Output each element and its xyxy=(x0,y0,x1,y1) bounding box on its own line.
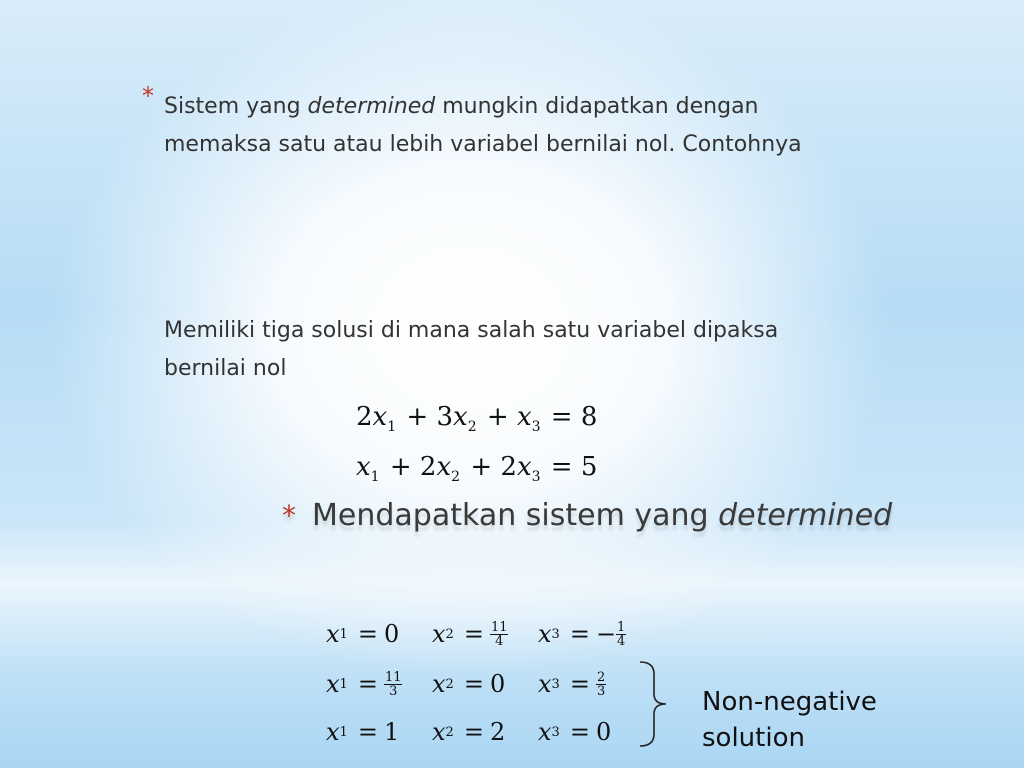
sol2-x3-equals: = xyxy=(569,670,590,698)
solution-row-1 xyxy=(326,614,644,654)
sol2-x3-var: x xyxy=(538,670,552,698)
sol3-x2-equals: = xyxy=(463,718,484,746)
eq1-op-2: + xyxy=(486,402,509,432)
sol3-x3-sub: 3 xyxy=(551,724,560,740)
sol1-x3 xyxy=(538,620,644,648)
sol1-x3-var: x xyxy=(538,620,552,648)
eq1-op-1: + xyxy=(406,402,429,432)
sol2-x1-den: 3 xyxy=(389,683,398,699)
title-star-icon: * xyxy=(282,499,296,532)
eq1-coef-1: 2 xyxy=(356,402,373,432)
eq2-var-1: x xyxy=(356,452,371,482)
curly-brace-icon xyxy=(636,660,676,748)
sol3-x3-var: x xyxy=(538,718,552,746)
sol1-x2-var: x xyxy=(432,620,446,648)
sol1-x3-sub: 3 xyxy=(551,626,560,642)
sol1-x2-equals: = xyxy=(463,620,484,648)
sol1-x2-num: 11 xyxy=(490,619,508,635)
sol2-x3-den: 3 xyxy=(596,683,606,699)
sol2-x2-val: 0 xyxy=(489,670,506,698)
eq2-sub-1: 1 xyxy=(370,469,380,485)
paragraph-intro xyxy=(164,88,814,164)
eq2-sub-2: 2 xyxy=(451,469,461,485)
eq1-sub-2: 2 xyxy=(467,419,477,435)
non-negative-note xyxy=(702,684,877,756)
equation-2 xyxy=(356,454,597,484)
sol1-x3-den: 4 xyxy=(617,633,626,649)
sol1-x2 xyxy=(432,620,538,648)
note-line-2: solution xyxy=(702,723,805,753)
eq1-equals: = xyxy=(550,402,573,432)
sol2-x3-sub: 3 xyxy=(551,676,560,692)
sol1-x3-num: 1 xyxy=(617,619,626,635)
sol3-x3-val: 0 xyxy=(595,718,612,746)
sol3-x1-var: x xyxy=(326,718,340,746)
sol3-x3 xyxy=(538,718,644,746)
note-line-1: Non-negative xyxy=(702,687,877,717)
sol1-x3-frac xyxy=(616,621,626,648)
sol2-x1 xyxy=(326,670,432,698)
sol2-x2 xyxy=(432,670,538,698)
eq2-rhs: 5 xyxy=(580,452,598,482)
sol3-x2-sub: 2 xyxy=(445,724,454,740)
eq1-var-1: x xyxy=(372,402,388,432)
eq1-sub-1: 1 xyxy=(387,419,397,435)
sol1-x3-equals: = xyxy=(569,620,590,648)
paragraph-explanation: Memiliki tiga solusi di mana salah satu variabel dipaksa bernilai nol xyxy=(164,318,779,381)
sol3-x1-equals: = xyxy=(357,718,378,746)
sol1-x1-val: 0 xyxy=(383,620,400,648)
eq1-var-2: x xyxy=(453,402,468,432)
sol2-x2-var: x xyxy=(432,670,446,698)
sol2-x3-num: 2 xyxy=(596,669,606,685)
sol3-x2-var: x xyxy=(432,718,446,746)
sol1-x1-equals: = xyxy=(357,620,378,648)
solution-row-3 xyxy=(326,712,644,752)
sol2-x3-frac xyxy=(596,671,606,698)
eq1-var-3: x xyxy=(516,402,532,432)
sol3-x1-val: 1 xyxy=(383,718,400,746)
sol1-x1 xyxy=(326,620,432,648)
bullet-star-icon: * xyxy=(142,82,154,110)
sol2-x2-sub: 2 xyxy=(445,676,454,692)
eq1-sub-3: 3 xyxy=(531,419,541,435)
eq2-var-3: x xyxy=(516,452,532,482)
sol3-x2-val: 2 xyxy=(489,718,506,746)
sol1-x2-frac xyxy=(490,621,509,648)
title-em: determined xyxy=(718,498,893,533)
sol1-x2-sub: 2 xyxy=(445,626,454,642)
para1-post: mungkin didapatkan dengan memaksa satu atau lebih variabel bernilai nol. Contohnya xyxy=(164,94,802,157)
sol1-x2-den: 4 xyxy=(495,633,504,649)
sol2-x1-num: 11 xyxy=(384,669,402,685)
eq2-var-2: x xyxy=(436,452,452,482)
eq2-coef-3: 2 xyxy=(500,452,517,482)
eq2-equals: = xyxy=(550,452,573,482)
eq2-sub-3: 3 xyxy=(531,469,541,485)
sol3-x3-equals: = xyxy=(569,718,590,746)
eq2-coef-2: 2 xyxy=(419,452,437,482)
eq1-coef-2: 3 xyxy=(436,402,454,432)
sol3-x1-sub: 1 xyxy=(339,724,348,740)
sol3-x2 xyxy=(432,718,538,746)
sol2-x3 xyxy=(538,670,644,698)
sol2-x1-var: x xyxy=(326,670,340,698)
sol1-x3-sign: − xyxy=(595,620,617,648)
sol2-x1-equals: = xyxy=(357,670,378,698)
eq1-rhs: 8 xyxy=(580,402,598,432)
slide-title xyxy=(282,498,892,533)
sol2-x2-equals: = xyxy=(463,670,484,698)
para1-pre: Sistem yang xyxy=(164,94,308,119)
sol2-x1-sub: 1 xyxy=(339,676,348,692)
sol1-x1-sub: 1 xyxy=(339,626,348,642)
sol1-x1-var: x xyxy=(326,620,340,648)
title-pre: Mendapatkan sistem yang xyxy=(312,498,719,533)
eq2-op-1: + xyxy=(389,452,412,482)
para1-em: determined xyxy=(307,94,436,119)
solution-row-2 xyxy=(326,664,644,704)
sol2-x1-frac xyxy=(384,671,403,698)
eq2-op-2: + xyxy=(470,452,493,482)
sol3-x1 xyxy=(326,718,432,746)
equation-1 xyxy=(356,404,597,434)
